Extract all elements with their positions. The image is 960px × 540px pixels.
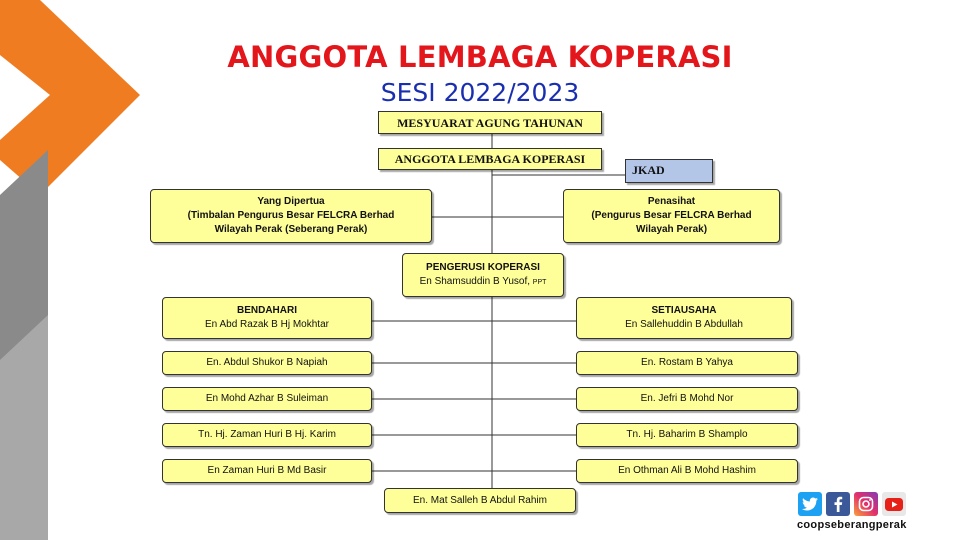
treasurer-title: BENDAHARI (237, 305, 297, 316)
right-member-4: En Othman Ali B Mohd Hashim (576, 459, 798, 483)
deputy-line1: (Timbalan Pengurus Besar FELCRA Berhad (187, 210, 395, 221)
chair-suffix: PPT (532, 278, 547, 286)
right-member-2: En. Jefri B Mohd Nor (576, 387, 798, 411)
treasurer-box (162, 297, 372, 339)
social-handle: coopseberangperak (797, 519, 907, 531)
secretary-title: SETIAUSAHA (651, 305, 717, 316)
social-icons (798, 492, 906, 516)
bottom-member: En. Mat Salleh B Abdul Rahim (384, 488, 576, 513)
left-member-2: En Mohd Azhar B Suleiman (162, 387, 372, 411)
advisor-title: Penasihat (647, 196, 696, 207)
treasurer-name: En Abd Razak B Hj Mokhtar (205, 319, 329, 330)
right-member-3: Tn. Hj. Baharim B Shamplo (576, 423, 798, 447)
deputy-title: Yang Dipertua (257, 196, 325, 207)
right-member-1: En. Rostam B Yahya (576, 351, 798, 375)
chair-box (402, 253, 564, 297)
deputy-box (150, 189, 432, 243)
advisor-line1: (Pengurus Besar FELCRA Berhad (591, 210, 752, 221)
left-member-1: En. Abdul Shukor B Napiah (162, 351, 372, 375)
chair-name: En Shamsuddin B Yusof, (419, 275, 531, 287)
page-subtitle: SESI 2022/2023 (380, 78, 580, 107)
advisor-box (563, 189, 780, 243)
facebook-icon[interactable] (826, 492, 850, 516)
advisor-line2: Wilayah Perak) (635, 224, 708, 235)
board-box: ANGGOTA LEMBAGA KOPERASI (378, 148, 602, 170)
youtube-icon[interactable] (882, 492, 906, 516)
instagram-icon[interactable] (854, 492, 878, 516)
twitter-icon[interactable] (798, 492, 822, 516)
agm-box: MESYUARAT AGUNG TAHUNAN (378, 111, 602, 134)
secretary-box (576, 297, 792, 339)
secretary-name: En Sallehuddin B Abdullah (625, 319, 743, 330)
left-member-3: Tn. Hj. Zaman Huri B Hj. Karim (162, 423, 372, 447)
jkad-box: JKAD (625, 159, 713, 183)
left-member-4: En Zaman Huri B Md Basir (162, 459, 372, 483)
deputy-line2: Wilayah Perak (Seberang Perak) (214, 224, 368, 235)
chair-title: PENGERUSI KOPERASI (426, 261, 540, 273)
page-title: ANGGOTA LEMBAGA KOPERASI (227, 40, 733, 74)
chair-name-row (420, 275, 547, 290)
